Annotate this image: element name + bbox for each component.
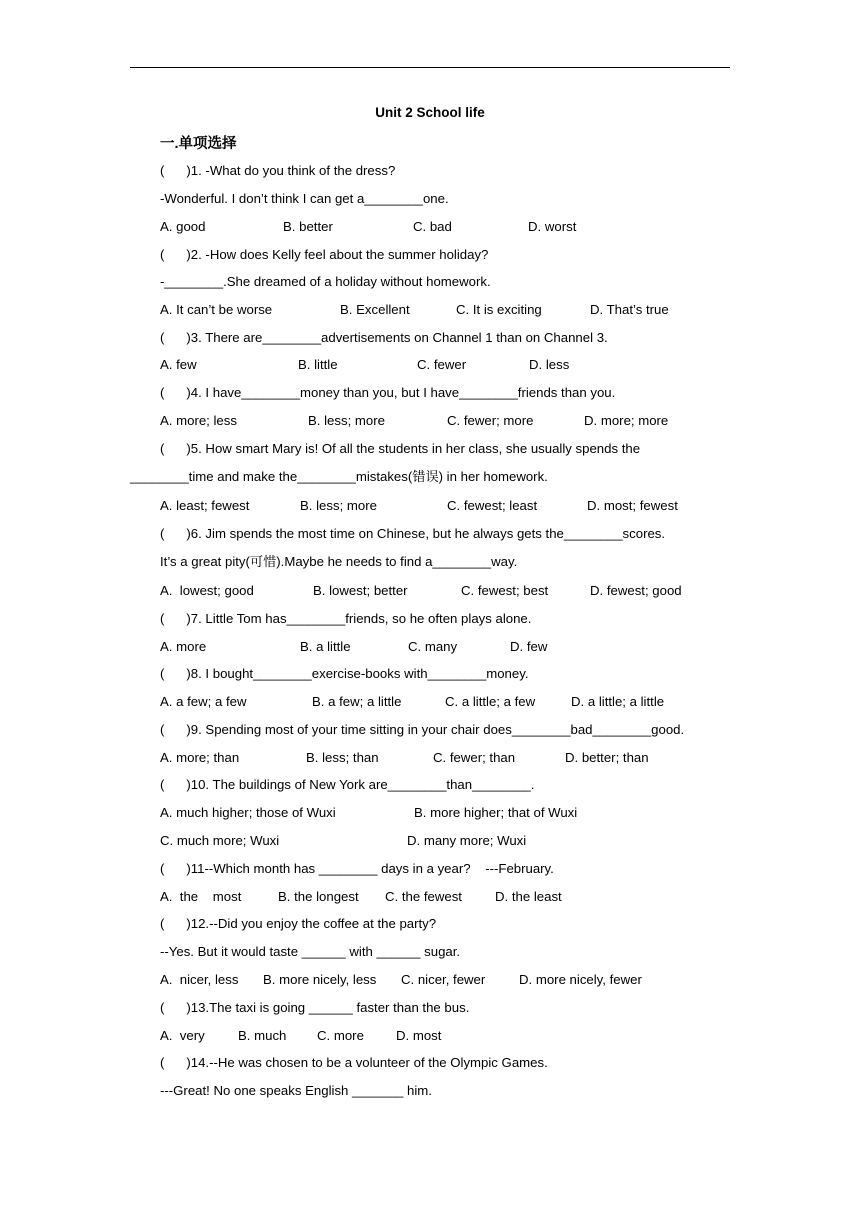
option-d: D. more nicely, fewer [519,972,642,987]
option-d: D. the least [495,889,562,904]
option-d: D. few [510,639,548,654]
option-d: D. many more; Wuxi [407,833,527,848]
option-a: A. more; less [160,413,237,428]
option-a: A. more; than [160,750,240,765]
option-a: A. few [160,357,197,372]
section-heading: 一.单项选择 [160,136,237,152]
question-6-cont: It’s a great pity(可惜).Maybe he needs to find a________way. [160,554,518,569]
option-d: D. a little; a little [571,694,665,709]
question-5: ( )5. How smart Mary is! Of all the students in her class, she usually spends the [160,441,641,456]
option-b: B. less; more [300,498,377,513]
question-1: ( )1. -What do you think of the dress? [160,163,396,178]
option-b: B. the longest [278,889,359,904]
question-14: ( )14.--He was chosen to be a volunteer of the Olympic Games. [160,1055,548,1070]
option-b: B. little [298,357,338,372]
option-a: A. least; fewest [160,498,250,513]
question-9: ( )9. Spending most of your time sitting in your chair does________bad________good. [160,722,685,737]
option-a: A. very [160,1028,205,1043]
question-14-response: ---Great! No one speaks English _______ him. [160,1083,432,1098]
option-d: D. That’s true [590,302,669,317]
option-a: A. good [160,219,206,234]
option-b: B. more higher; that of Wuxi [414,805,578,820]
option-d: D. worst [528,219,577,234]
option-c: C. more [317,1028,364,1043]
question-2: ( )2. -How does Kelly feel about the summer holiday? [160,247,489,262]
option-c: C. many [408,639,458,654]
option-b: B. a few; a little [312,694,402,709]
question-2-response: -________.She dreamed of a holiday without homework. [160,274,491,289]
option-d: D. less [529,357,570,372]
question-12: ( )12.--Did you enjoy the coffee at the party? [160,916,437,931]
option-d: D. most [396,1028,442,1043]
option-d: D. fewest; good [590,583,682,598]
option-b: B. much [238,1028,287,1043]
question-3: ( )3. There are________advertisements on Channel 1 than on Channel 3. [160,330,608,345]
option-a: A. the most [160,889,242,904]
option-a: A. nicer, less [160,972,239,987]
question-12-response: --Yes. But it would taste ______ with ______ sugar. [160,944,461,959]
option-b: B. a little [300,639,351,654]
option-c: C. fewer; more [447,413,534,428]
option-c: C. much more; Wuxi [160,833,280,848]
option-d: D. better; than [565,750,649,765]
page-title: Unit 2 School life [375,105,485,120]
option-c: C. fewest; least [447,498,538,513]
question-11: ( )11--Which month has ________ days in a year? ---February. [160,861,554,876]
option-a: A. a few; a few [160,694,247,709]
question-8: ( )8. I bought________exercise-books with________money. [160,666,529,681]
question-13: ( )13.The taxi is going ______ faster than the bus. [160,1000,470,1015]
option-a: A. It can’t be worse [160,302,273,317]
option-a: A. lowest; good [160,583,254,598]
option-b: B. less; more [308,413,385,428]
option-b: B. better [283,219,333,234]
option-c: C. fewer [417,357,467,372]
option-c: C. a little; a few [445,694,536,709]
option-b: B. Excellent [340,302,410,317]
option-b: B. lowest; better [313,583,408,598]
option-b: B. less; than [306,750,379,765]
question-4: ( )4. I have________money than you, but I have________friends than you. [160,385,616,400]
option-a: A. much higher; those of Wuxi [160,805,336,820]
option-d: D. more; more [584,413,669,428]
question-10: ( )10. The buildings of New York are________than________. [160,777,535,792]
question-1-response: -Wonderful. I don’t think I can get a________one. [160,191,449,206]
option-c: C. fewest; best [461,583,549,598]
option-c: C. the fewest [385,889,462,904]
option-c: C. fewer; than [433,750,516,765]
header-rule [130,67,730,68]
option-c: C. It is exciting [456,302,542,317]
option-c: C. bad [413,219,452,234]
option-a: A. more [160,639,207,654]
option-c: C. nicer, fewer [401,972,486,987]
question-5-cont: ________time and make the________mistakes(错误) in her homework. [130,469,548,484]
option-d: D. most; fewest [587,498,678,513]
question-6: ( )6. Jim spends the most time on Chinese, but he always gets the________scores. [160,526,666,541]
question-7: ( )7. Little Tom has________friends, so he often plays alone. [160,611,532,626]
option-b: B. more nicely, less [263,972,377,987]
